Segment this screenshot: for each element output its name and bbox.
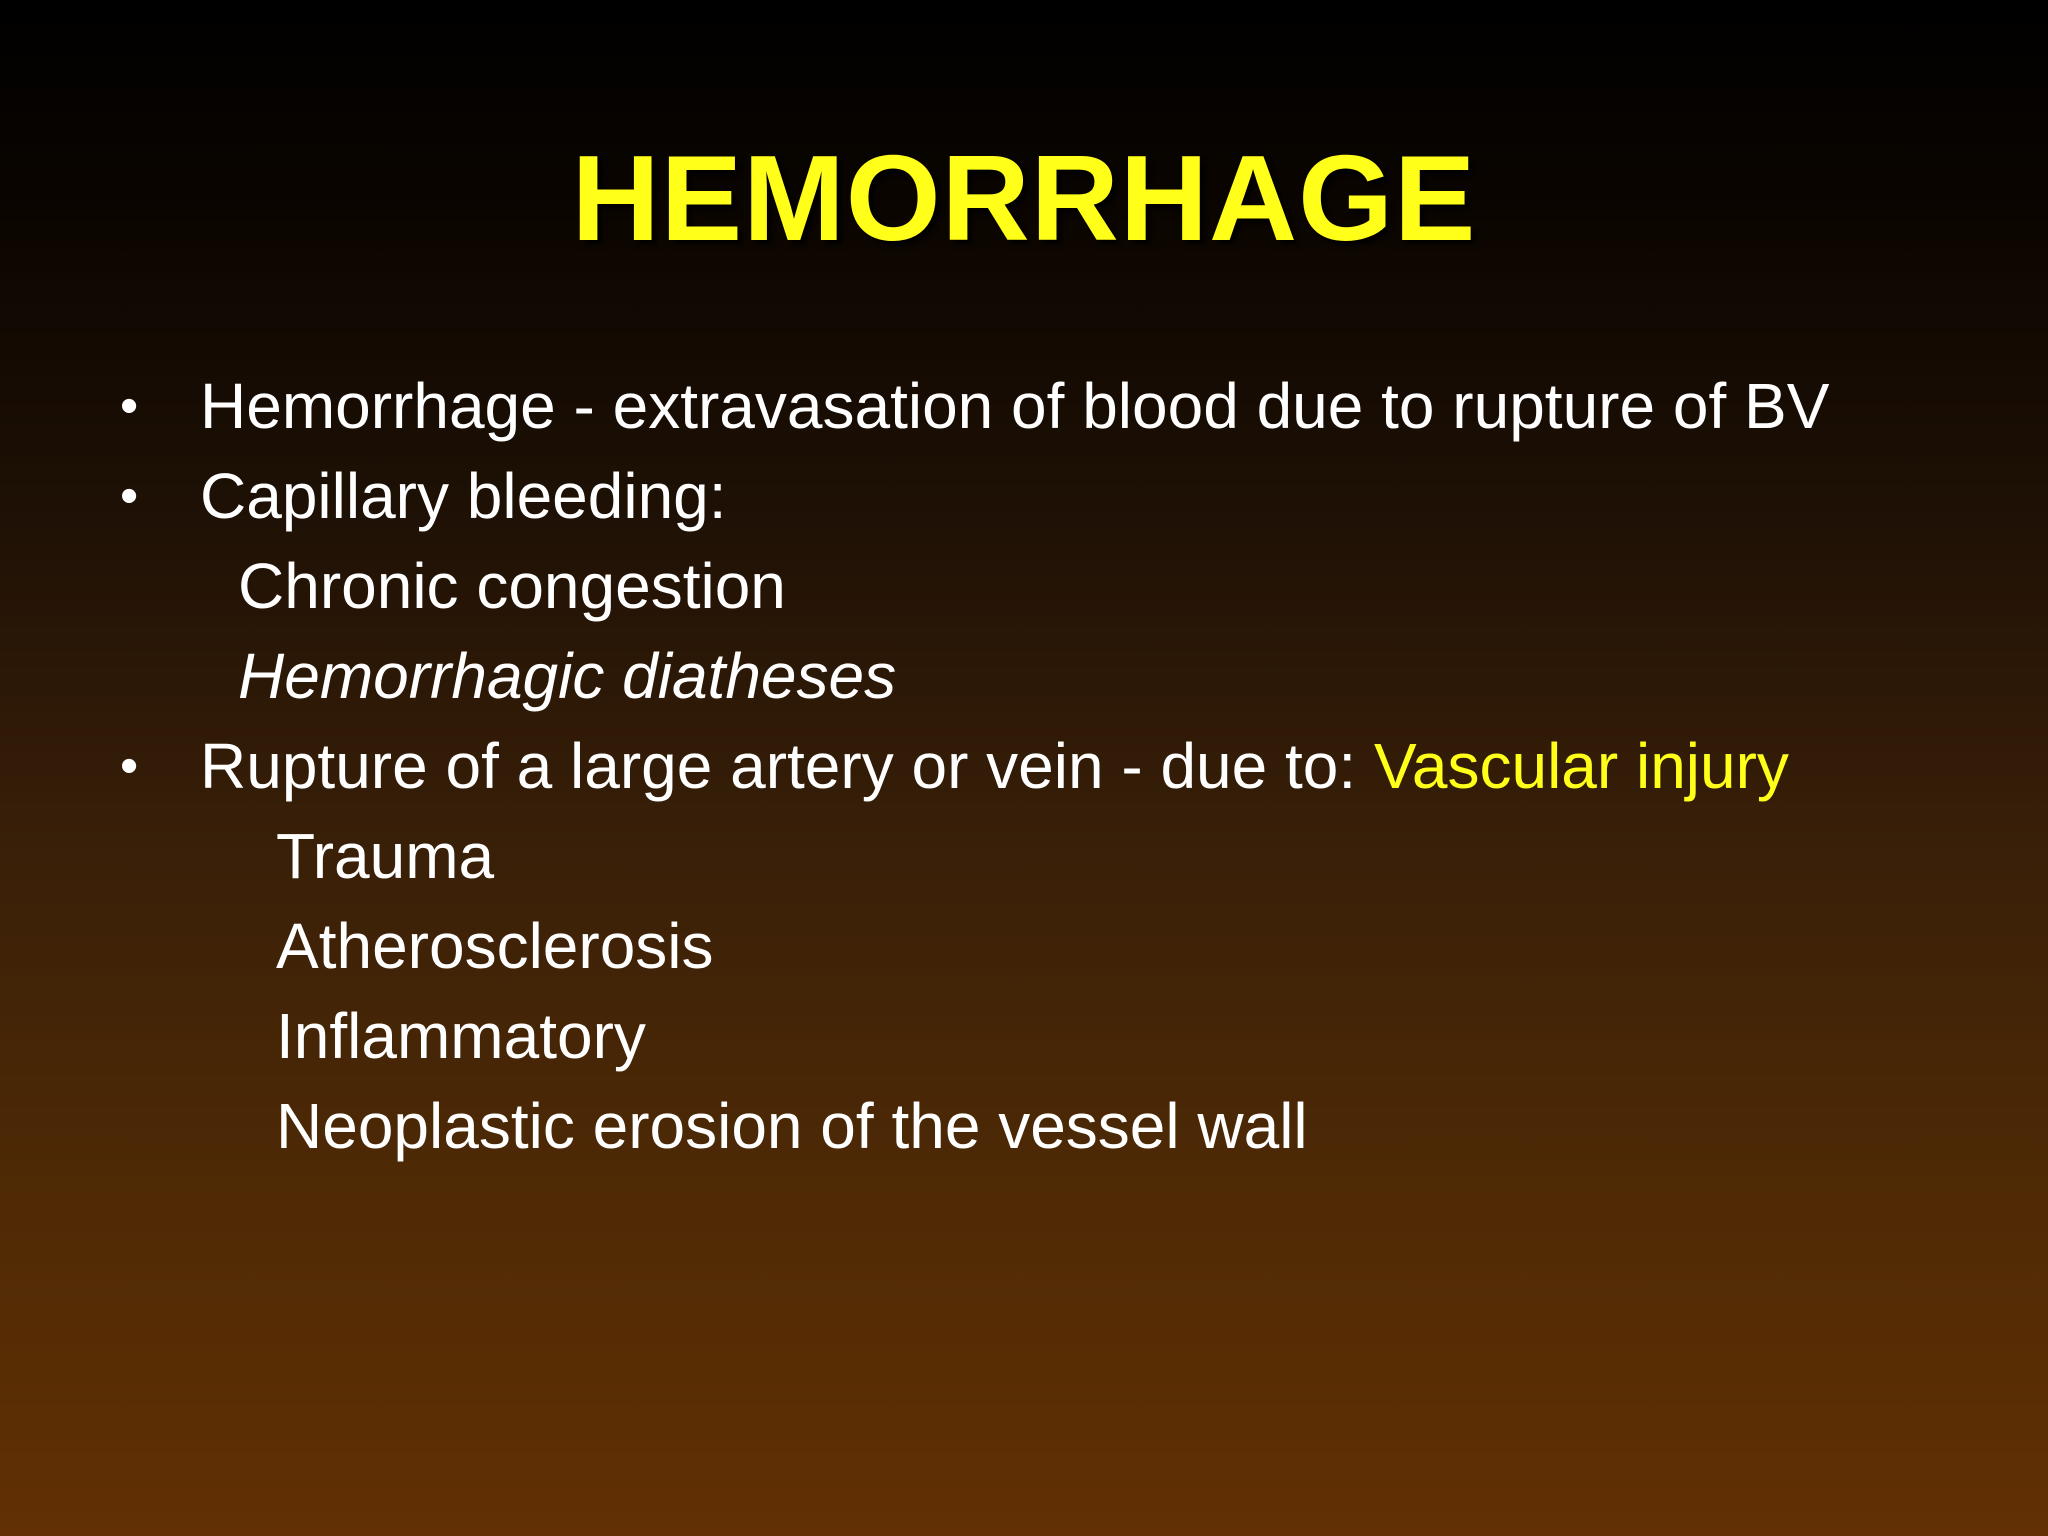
sub-item-chronic-congestion: Chronic congestion [238,550,786,622]
bullet-icon: • [120,377,139,435]
sub-item-inflammatory: Inflammatory [276,1000,646,1072]
bullet-icon: • [120,467,139,525]
bullet-item-capillary-bleeding: Capillary bleeding: [200,460,727,532]
bullet-item-definition: Hemorrhage - extravasation of blood due to rupture of BV [200,370,1830,442]
sub-item-neoplastic-erosion: Neoplastic erosion of the vessel wall [276,1090,1308,1162]
sub-item-hemorrhagic-diatheses: Hemorrhagic diatheses [238,640,897,712]
bullet-item-rupture [200,726,1789,806]
slide-title: HEMORRHAGE [571,130,1477,266]
rupture-highlight: Vascular injury [1373,730,1789,802]
rupture-text: Rupture of a large artery or vein - due to: [200,730,1374,802]
sub-item-trauma: Trauma [276,820,495,892]
bullet-icon: • [120,737,139,795]
sub-item-atherosclerosis: Atherosclerosis [276,910,714,982]
